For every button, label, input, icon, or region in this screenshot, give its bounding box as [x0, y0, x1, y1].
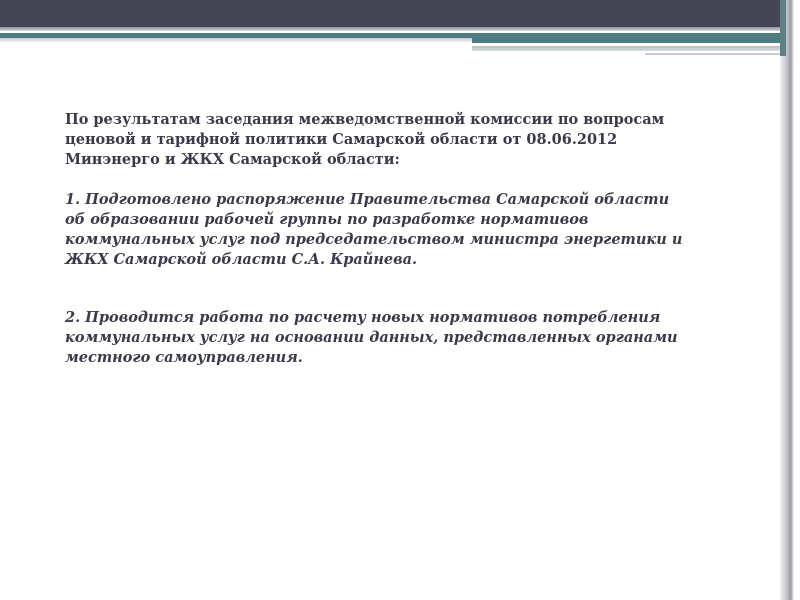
accent-grey-strip — [472, 46, 780, 51]
list-item-2: 2. Проводится работа по расчету новых нормативов потребления коммунальных услуг на основании данных, представленных органами местного самоуправления. — [65, 309, 678, 366]
header-bar — [0, 0, 780, 27]
accent-thin-line — [645, 53, 785, 55]
right-edge-accent — [780, 0, 786, 56]
intro-paragraph: По результатам заседания межведомственной комиссии по вопросам ценовой и тарифной политики Самарской области от 08.06.2012 Минэнерго и ЖКХ Самарской области: — [65, 111, 665, 168]
header-bar-shadow — [0, 27, 780, 31]
accent-band-right — [472, 33, 780, 43]
accent-band-left-light — [0, 38, 472, 42]
list-item-1: 1. Подготовлено распоряжение Правительства Самарской области об образовании рабочей группы по разработке нормативов коммунальных услуг под председательством министра энергетики и ЖКХ Самарской области С.А. Крайнева. — [65, 191, 683, 268]
right-edge-border — [780, 0, 800, 600]
slide-body — [65, 110, 745, 368]
